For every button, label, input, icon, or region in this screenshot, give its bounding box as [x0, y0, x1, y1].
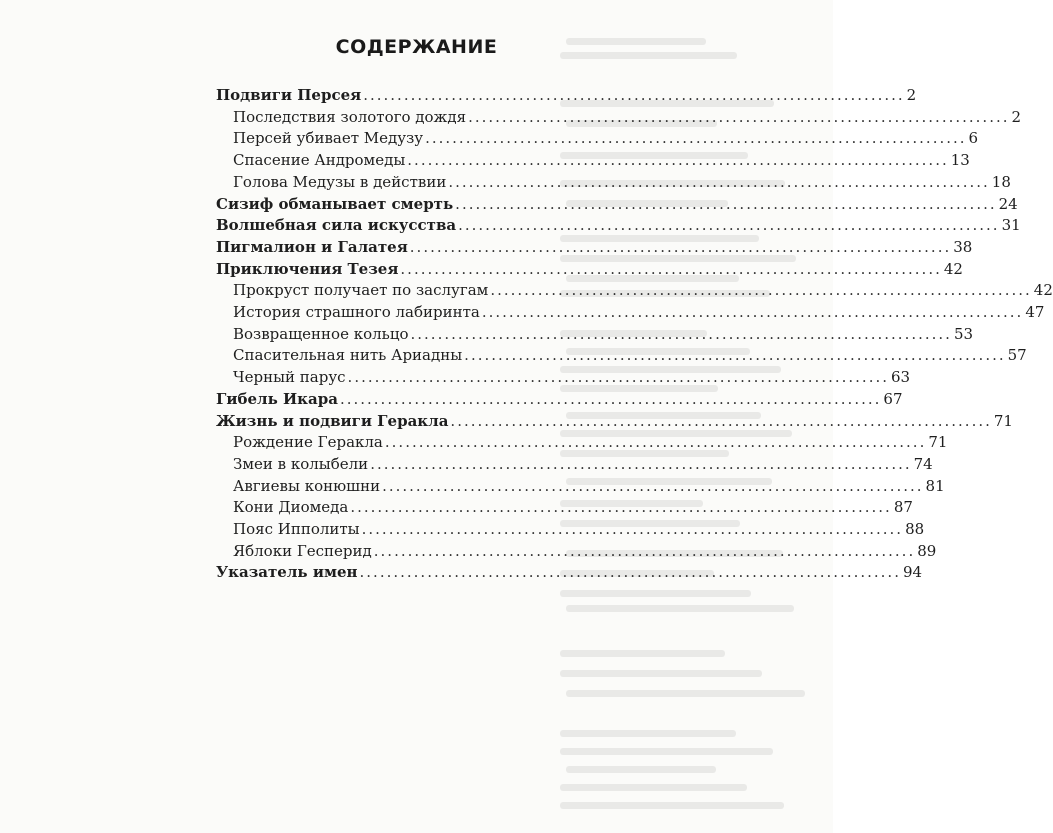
toc-entry: [233, 368, 911, 390]
toc-entry-title: Спасение Андромеды: [233, 151, 406, 170]
toc-entry-title: Подвиги Персея: [216, 86, 362, 104]
dot-leader: ................................................................................: [382, 476, 924, 495]
toc-entry-title: Пояс Ипполиты: [233, 520, 360, 538]
toc-entry: [233, 346, 1027, 368]
toc-entry-title: Жизнь и подвиги Геракла: [216, 411, 449, 430]
toc-entry-page-number: 42: [943, 259, 963, 278]
toc-entry-title: Голова Медузы в действии: [233, 172, 447, 191]
toc-entry-page-number: 71: [993, 411, 1013, 430]
toc-entry-title: Персей убивает Медузу: [233, 129, 424, 148]
dot-leader: ................................................................................: [425, 129, 967, 148]
toc-entry: [216, 86, 917, 108]
toc-entry-title: Спасительная нить Ариадны: [233, 346, 463, 365]
page-title: СОДЕРЖАНИЕ: [335, 36, 498, 58]
toc-entry-title: Последствия золотого дождя: [233, 107, 467, 126]
toc-entry-title: Волшебная сила искусства: [216, 216, 457, 235]
toc-entry-title: Гибель Икара: [216, 389, 338, 408]
dot-leader: ................................................................................: [410, 324, 952, 343]
toc-entry-page-number: 24: [998, 194, 1018, 213]
toc-entry-title: Черный парус: [233, 368, 346, 387]
toc-entry-page-number: 74: [913, 454, 933, 473]
dot-leader: ................................................................................: [450, 411, 992, 430]
toc-entry-title: Пигмалион и Галатея: [216, 237, 408, 256]
dot-leader: ................................................................................: [339, 389, 882, 408]
dot-leader: ................................................................................: [400, 259, 942, 278]
toc-entry-title: Змеи в колыбели: [233, 454, 369, 473]
toc-entry-page-number: 42: [1033, 281, 1053, 300]
toc-entry-title: Сизиф обманывает смерть: [216, 194, 454, 213]
dot-leader: ................................................................................: [347, 368, 889, 387]
toc-entry-title: Рождение Геракла: [233, 433, 383, 452]
toc-entry-title: Прокруст получает по заслугам: [233, 281, 489, 300]
toc-entry-title: Яблоки Гесперид: [233, 541, 372, 560]
dot-leader: ................................................................................: [359, 563, 901, 582]
dot-leader: ................................................................................: [448, 172, 990, 191]
toc-entry: [233, 498, 913, 520]
toc-entry-page-number: 89: [917, 541, 937, 560]
toc-entry: [233, 107, 1022, 130]
toc-entry: [233, 520, 925, 542]
dot-leader: ................................................................................: [370, 454, 912, 473]
toc-entry: [233, 454, 933, 477]
toc-entry: [233, 172, 1011, 195]
toc-entry-page-number: 57: [1007, 346, 1027, 365]
toc-entry: [216, 259, 963, 282]
toc-entry: [216, 216, 1021, 238]
toc-entry-title: Приключения Тезея: [216, 259, 399, 278]
toc-entry-page-number: 67: [883, 389, 903, 408]
toc-entry: [216, 194, 1018, 217]
dot-leader: ................................................................................: [481, 303, 1024, 321]
dot-leader: ................................................................................: [464, 346, 1006, 365]
dot-leader: ................................................................................: [384, 433, 927, 452]
toc-entry-page-number: 63: [891, 368, 911, 387]
dot-leader: ................................................................................: [458, 216, 1000, 235]
toc-entry-title: История страшного лабиринта: [233, 303, 480, 321]
toc-entry-page-number: 13: [950, 151, 970, 170]
toc-entry-page-number: 2: [1011, 107, 1022, 126]
toc-entry: [216, 411, 1013, 434]
dot-leader: ................................................................................: [361, 520, 904, 538]
toc-entry-page-number: 31: [1001, 216, 1021, 235]
toc-entry-page-number: 53: [953, 324, 974, 343]
dot-leader: ................................................................................: [455, 194, 997, 213]
toc-entry: [233, 541, 937, 564]
toc-entry-title: Авгиевы конюшни: [233, 476, 381, 495]
toc-entry-title: Кони Диомеда: [233, 498, 349, 517]
dot-leader: ................................................................................: [363, 86, 905, 104]
toc-entry-page-number: 87: [893, 498, 913, 517]
toc-entry-page-number: 47: [1025, 303, 1045, 321]
toc-entry: [233, 433, 948, 455]
toc-entry: [233, 476, 945, 499]
toc-entry: [216, 389, 903, 412]
dot-leader: ................................................................................: [468, 107, 1010, 126]
toc-entry: [233, 151, 970, 173]
toc-entry: [233, 281, 1053, 303]
toc-entry-title: Указатель имен: [216, 563, 358, 582]
toc-entry-page-number: 38: [953, 237, 973, 256]
toc-entry-page-number: 18: [991, 172, 1011, 191]
dot-leader: ................................................................................: [350, 498, 892, 517]
dot-leader: ................................................................................: [490, 281, 1032, 300]
toc-entry-page-number: 94: [902, 563, 923, 582]
toc-entry: [233, 129, 979, 151]
dot-leader: ................................................................................: [409, 237, 952, 256]
toc-entry-page-number: 81: [925, 476, 945, 495]
dot-leader: ................................................................................: [373, 541, 916, 560]
toc-entry-page-number: 71: [928, 433, 948, 452]
toc-entry-page-number: 88: [905, 520, 925, 538]
toc-entry: [216, 563, 923, 585]
toc-entry-page-number: 2: [906, 86, 917, 104]
toc-entry: [233, 324, 974, 347]
toc-entry: [216, 237, 973, 260]
toc-entry-title: Возвращенное кольцо: [233, 324, 409, 343]
dot-leader: ................................................................................: [407, 151, 949, 170]
toc-entry-page-number: 6: [968, 129, 979, 148]
toc-entry: [233, 303, 1045, 325]
